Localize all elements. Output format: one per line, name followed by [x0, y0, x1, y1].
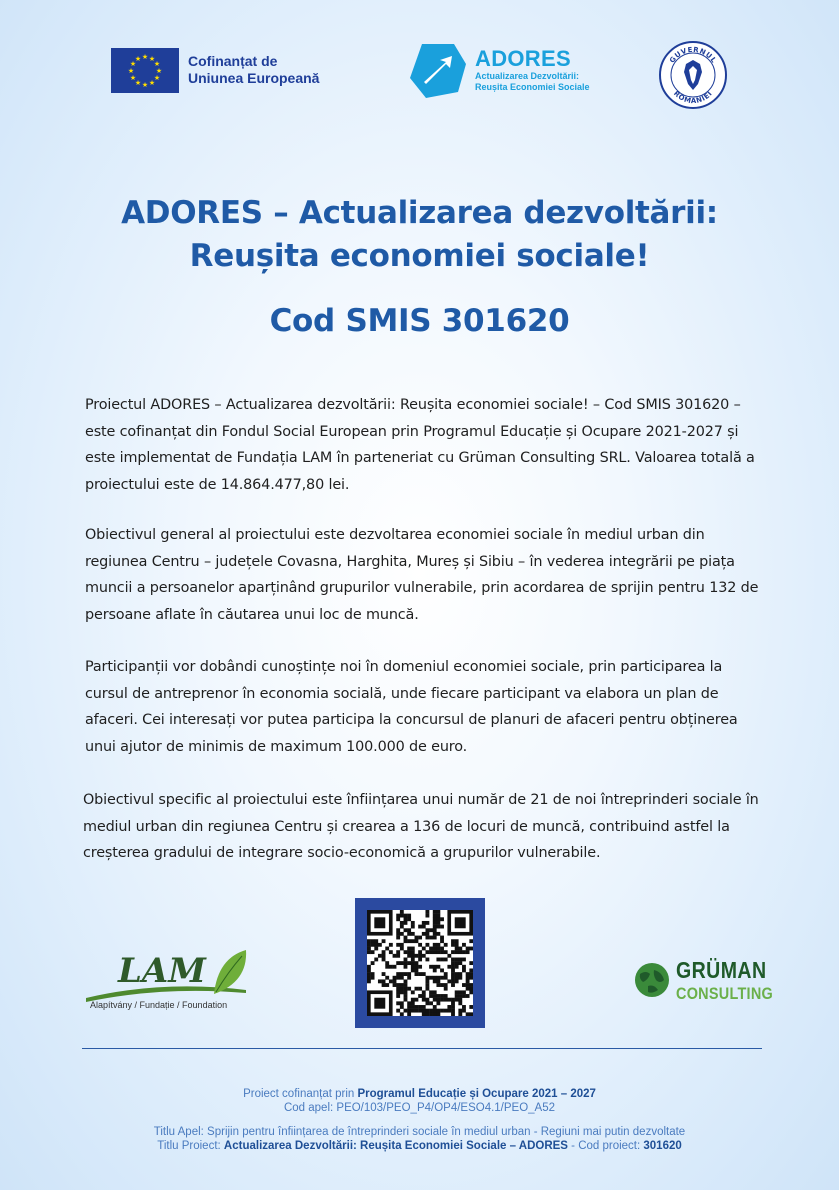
svg-text:★: ★ — [148, 79, 156, 87]
page-title — [40, 192, 799, 278]
svg-text:★: ★ — [129, 60, 137, 68]
lam-logo-name: LAM — [118, 951, 206, 991]
paragraph-general-objective: Obiectivul general al proiectului este dezvoltarea economiei sociale în mediul urban din regiunea Centru – județele Covasna, Harghita, Mureș și Sibiu – în vederea integrării pe piața muncii a persoanelor aparținând grupurilor vulnerabile, prin acordarea de sprijin pentru 132 de persoane aflate în căutarea unui loc de muncă. — [85, 527, 759, 623]
paragraph-specific-objective: Obiectivul specific al proiectului este înființarea unui număr de 21 de noi întreprinderi sociale în mediul urban din regiunea Centru și crearea a 136 de locuri de muncă, contribuind astfel la creșterea gradului de integrare socio-economică a grupurilor vulnerabile. — [83, 792, 759, 861]
footer-divider — [82, 1048, 762, 1049]
eu-line-2: Uniunea Europeană — [188, 70, 320, 86]
adores-sub-line-2: Reușita Economiei Sociale — [475, 82, 590, 92]
gov-bottom-text: ROMÂNIEI — [671, 89, 715, 106]
adores-logo-name: ADORES — [475, 46, 571, 71]
footer-program-name: Programul Educație și Ocupare 2021 – 2027 — [357, 1088, 596, 1100]
footer-project-prefix: Titlu Proiect: — [157, 1140, 224, 1152]
eu-cofinance-text — [188, 53, 319, 87]
svg-text:★: ★ — [134, 55, 142, 63]
adores-sub-line-1: Actualizarea Dezvoltării: — [475, 71, 580, 81]
gruman-logo-name: GRÜMAN — [676, 957, 767, 983]
footer-program-prefix: Proiect cofinanțat prin — [243, 1088, 358, 1100]
title-line-1: ADORES – Actualizarea dezvoltării: — [121, 195, 718, 231]
gruman-globe-icon — [634, 962, 670, 998]
qr-code-icon — [367, 910, 473, 1016]
adores-arrow-icon — [408, 42, 468, 100]
adores-logo-subtitle — [475, 71, 590, 93]
footer-project-code: 301620 — [643, 1140, 682, 1152]
svg-text:★: ★ — [129, 74, 137, 82]
footer-project-title: Actualizarea Dezvoltării: Reușita Economiei Sociale – ADORES — [223, 1140, 568, 1152]
footer-call-code: Cod apel: PEO/103/PEO_P4/OP4/ESO4.1/PEO_A52 — [283, 1102, 556, 1114]
eu-stars-icon — [111, 48, 179, 93]
svg-text:★: ★ — [148, 55, 156, 63]
svg-text:★: ★ — [153, 60, 161, 68]
eu-flag-logo — [111, 48, 179, 93]
svg-text:★: ★ — [153, 74, 161, 82]
qr-code[interactable] — [355, 898, 485, 1028]
gov-top-text: GUVERNUL — [668, 45, 718, 65]
svg-text:★: ★ — [141, 81, 149, 89]
svg-text:★: ★ — [141, 53, 149, 61]
gruman-logo-subtitle: CONSULTING — [676, 984, 774, 1003]
title-line-2: Reușita economiei sociale! — [189, 238, 650, 274]
footer-program-line — [40, 1087, 799, 1101]
romanian-government-seal — [658, 40, 728, 110]
lam-caption: Alapítvány / Fundație / Foundation — [90, 1000, 228, 1010]
paragraph-project-intro: Proiectul ADORES – Actualizarea dezvoltării: Reușita economiei sociale! – Cod SMIS 301620 – este cofinanțat din Fondul Social European prin Programul Educație și Ocupare 2021-2027 și este implementat de Fundația LAM în parteneriat cu Grüman Consulting SRL. Valoarea totală a proiectului este de 14.864.477,80 lei. — [85, 397, 755, 493]
eu-line-1: Cofinanțat de — [188, 53, 278, 69]
svg-text:★: ★ — [127, 67, 135, 75]
footer-project-title-line — [40, 1139, 799, 1153]
footer-call-title: Titlu Apel: Sprijin pentru înființarea de întreprinderi sociale în mediul urban - Regiuni mai putin dezvoltate — [153, 1126, 686, 1138]
smis-code: Cod SMIS 301620 — [269, 303, 570, 339]
svg-text:★: ★ — [134, 79, 142, 87]
paragraph-participants: Participanții vor dobândi cunoștințe noi în domeniul economiei sociale, prin participarea la cursul de antreprenor în economia socială, unde fiecare participant va elabora un plan de afaceri. Cei interesați vor putea participa la concursul de planuri de afaceri pentru obținerea unui ajutor de minimis de maximum 100.000 de euro. — [85, 659, 738, 755]
footer-project-code-label: - Cod proiect: — [567, 1140, 644, 1152]
svg-text:★: ★ — [155, 67, 163, 75]
